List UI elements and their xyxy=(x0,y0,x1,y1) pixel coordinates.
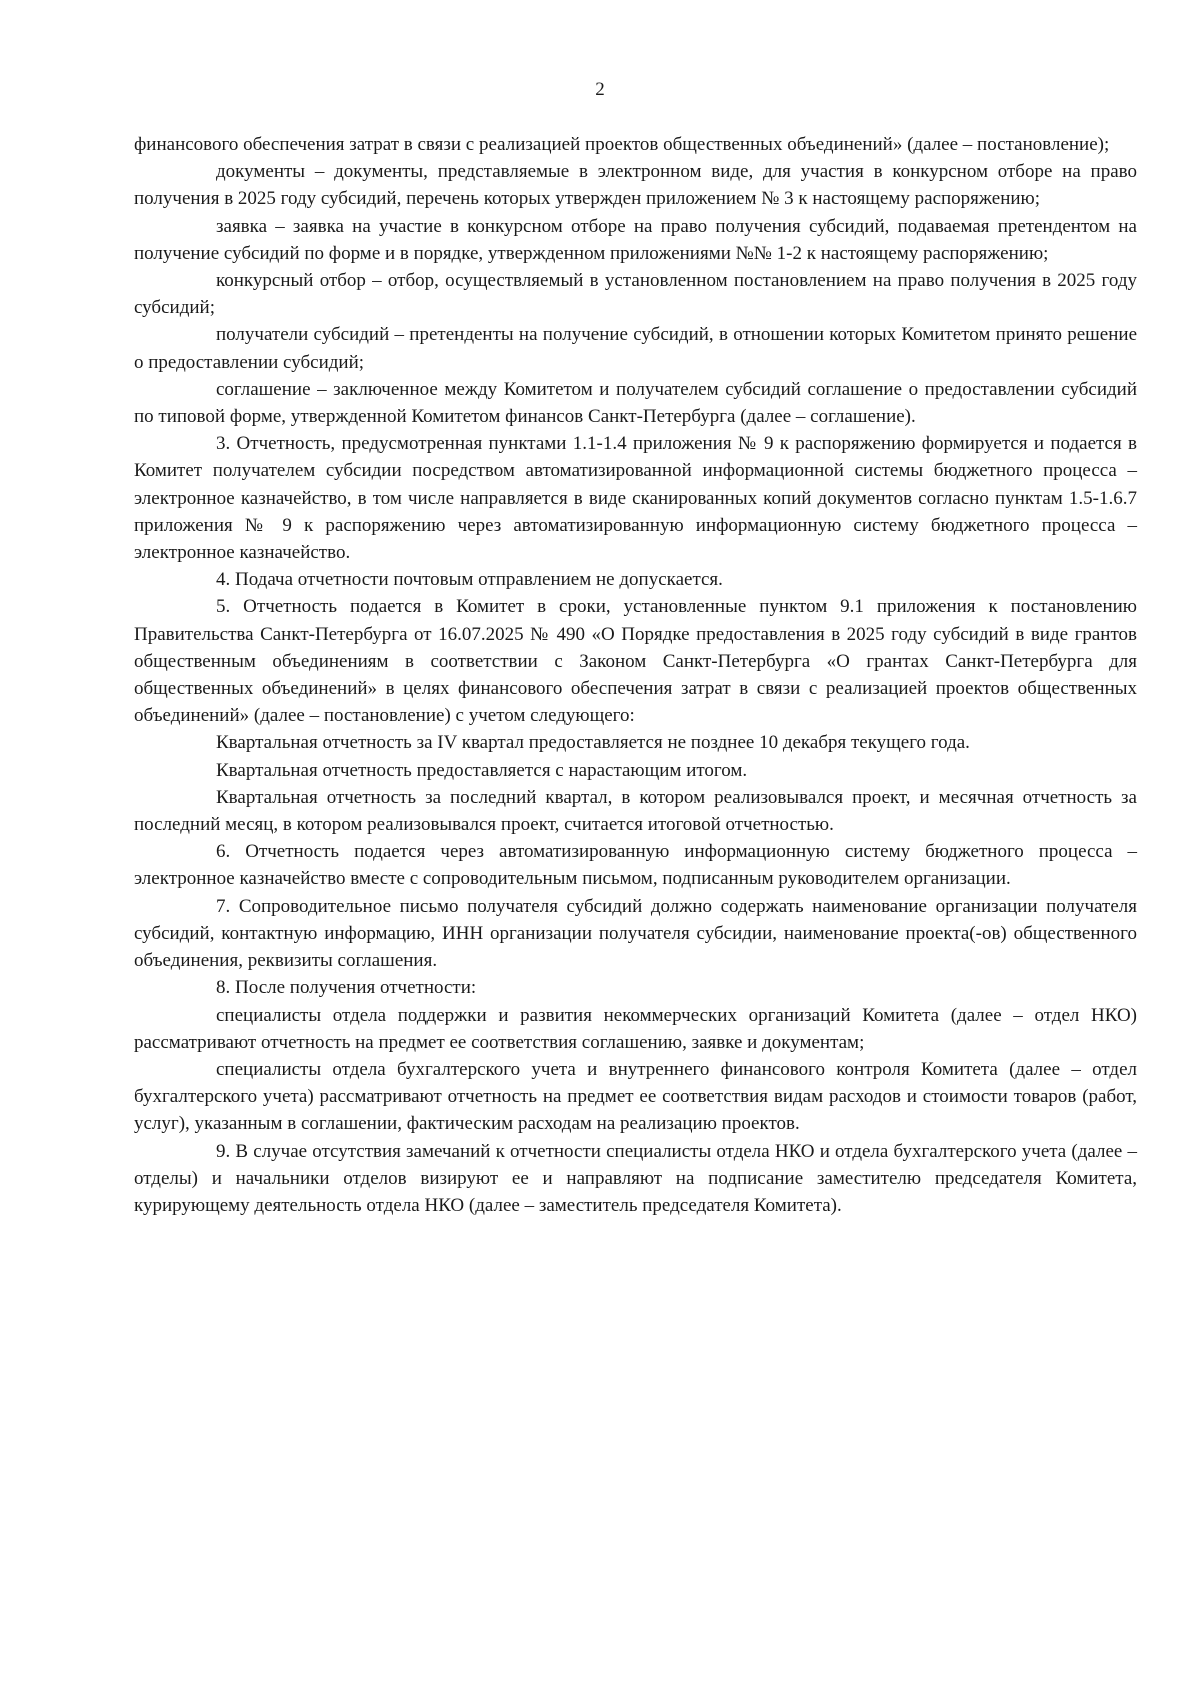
paragraph-item-3: 3. Отчетность, предусмотренная пунктами 1.1-1.4 приложения № 9 к распоряжению формируется и подается в Комитет получателем субсидии посредством автоматизированной информационной системы бюджетного процесса – электронное казначейство, в том числе направляется в виде сканированных копий документов согласно пунктам 1.5-1.6.7 приложения № 9 к распоряжению через автоматизированную информационную систему бюджетного процесса – электронное казначейство. xyxy=(134,433,1137,564)
paragraph-item-4: 4. Подача отчетности почтовым отправлением не допускается. xyxy=(216,569,723,591)
document-body xyxy=(134,131,1137,1219)
paragraph-item-7: 7. Сопроводительное письмо получателя субсидий должно содержать наименование организации получателя субсидий, контактную информацию, ИНН организации получателя субсидии, наименование проекта(-ов) общественного объединения, реквизиты соглашения. xyxy=(134,895,1137,972)
paragraph-definition-application: заявка – заявка на участие в конкурсном отборе на право получения субсидий, подаваемая претендентом на получение субсидий по форме и в порядке, утвержденном приложениями №№ 1-2 к настоящему распоряжению; xyxy=(134,215,1137,264)
paragraph-item-6: 6. Отчетность подается через автоматизированную информационную систему бюджетного процесса – электронное казначейство вместе с сопроводительным письмом, подписанным руководителем организации. xyxy=(134,841,1137,890)
paragraph-continuation: финансового обеспечения затрат в связи с реализацией проектов общественных объединений» (далее – постановление); xyxy=(134,134,1110,155)
paragraph-definition-recipients: получатели субсидий – претенденты на получение субсидий, в отношении которых Комитетом принято решение о предоставлении субсидий; xyxy=(134,324,1137,373)
paragraph-definition-selection: конкурсный отбор – отбор, осуществляемый в установленном постановлением на право получения в 2025 году субсидий; xyxy=(134,270,1137,319)
paragraph-definition-documents: документы – документы, представляемые в электронном виде, для участия в конкурсном отборе на право получения в 2025 году субсидий, перечень которых утвержден приложением № 3 к настоящему распоряжению; xyxy=(134,161,1137,210)
paragraph-item-5: 5. Отчетность подается в Комитет в сроки, установленные пунктом 9.1 приложения к постановлению Правительства Санкт-Петербурга от 16.07.2025 № 490 «О Порядке предоставления в 2025 году субсидий в виде грантов общественным объединениям в соответствии с Законом Санкт-Петербурга «О грантах Санкт-Петербурга для общественных объединений» в целях финансового обеспечения затрат в связи с реализацией проектов общественных объединений» (далее – постановление) с учетом следующего: xyxy=(134,596,1137,727)
paragraph-cumulative: Квартальная отчетность предоставляется с нарастающим итогом. xyxy=(216,759,748,781)
paragraph-item-9: 9. В случае отсутствия замечаний к отчетности специалисты отдела НКО и отдела бухгалтерского учета (далее – отделы) и начальники отделов визируют ее и направляют на подписание заместителю председателя Комитета, курирующему деятельность отдела НКО (далее – заместитель председателя Комитета). xyxy=(134,1140,1137,1216)
paragraph-quarterly-deadline: Квартальная отчетность за IV квартал предоставляется не позднее 10 декабря текущего года. xyxy=(216,732,970,754)
paragraph-nko-specialists: специалисты отдела поддержки и развития некоммерческих организаций Комитета (далее – отдел НКО) рассматривают отчетность на предмет ее соответствия соглашению, заявке и документам; xyxy=(134,1004,1137,1053)
paragraph-definition-agreement: соглашение – заключенное между Комитетом и получателем субсидий соглашение о предоставлении субсидий по типовой форме, утвержденной Комитетом финансов Санкт-Петербурга (далее – соглашение). xyxy=(134,378,1137,428)
paragraph-item-8: 8. После получения отчетности: xyxy=(216,977,477,999)
paragraph-final-reporting: Квартальная отчетность за последний квартал, в котором реализовывался проект, и месячная отчетность за последний месяц, в котором реализовывался проект, считается итоговой отчетностью. xyxy=(134,786,1137,836)
paragraph-accounting-specialists: специалисты отдела бухгалтерского учета и внутреннего финансового контроля Комитета (далее – отдел бухгалтерского учета) рассматривают отчетность на предмет ее соответствия видам расходов и стоимости товаров (работ, услуг), указанным в соглашении, фактическим расходам на реализацию проектов. xyxy=(134,1058,1137,1135)
page-number: 2 xyxy=(595,79,605,100)
